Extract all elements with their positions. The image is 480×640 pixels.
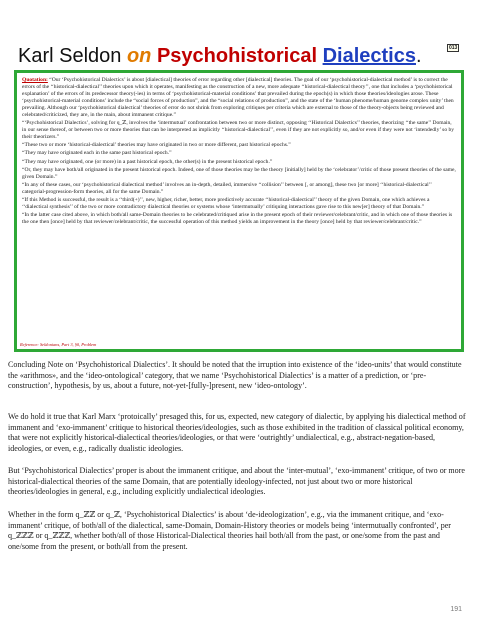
title-on: on: [126, 45, 152, 67]
title-dialectics: Dialectics: [322, 45, 416, 67]
body-paragraph-marx: We do hold it true that Karl Marx ‘protoically’ presaged this, for us, expected, new category of dialectic, by applying his dialectical method of immanent and ‘exo-immanent’ critique to historical theories/ideologies, such as those exhibited in the tradition of classical political economy, that were not explicitly historical-dialectical theories/ideologies, or that were ‘outrightly’ undialectical, e.g., abstract-negation-based, ideologies, or even, e.g., radically dualistic ideologies.: [8, 412, 466, 454]
body-paragraph-proper: But ‘Psychohistorical Dialectics’ proper is about the immanent critique, and about the ‘inter-mutual’, ‘exo-immanent’ critique, of two or more historical-dialectical theories of the same Domain, that are potentially ideology-infected, not just about two or more historical theories/ideologies in general, e.g., including explicitly undialectical ideologies.: [8, 466, 465, 497]
quotation-paragraph-8: “If this Method is successful, the result is a ‘‘third(+)’’, new, higher, richer, better, more predictively accurate ‘‘historical-dialectical’’ theory of the given Domain, one which achieves a ‘‘dialectical synthesis’’ of the two or more contradictory dialectical theories or systems whose ‘intermutually’ critiquing interactions gave rise to this new[er] theory of that Domain.”: [22, 196, 430, 210]
quotation-paragraph-4: “They may have originated each in the same past historical epoch.”: [22, 150, 172, 157]
page-number: 191: [450, 606, 462, 613]
quotation-text: [22, 77, 456, 345]
page-code-badge: 013: [449, 45, 458, 51]
title-period: .: [415, 45, 422, 67]
quotation-label: Quotation:: [22, 77, 48, 83]
quotation-paragraph-2: “‘Psychohistorical Dialectics’, solving for q_ℤ, involves the ‘intermutual’ confrontation between two or more distinct, opposing ‘‘Historical Dialectics’’ theories, theorizing ‘‘the same’’ Domain, in our sense thereof, or between two or more theories that can be interpreted as implicitly ‘‘historical-dialectical’’, even if they are not explicitly so, and/or even if they were not ‘intendedly’ so by their theorizers.”: [22, 120, 455, 141]
quotation-reference: Reference: Seldonians, Part 3, §0, Problem: [20, 342, 97, 347]
title-psychohistorical: Psychohistorical: [156, 45, 318, 67]
body-paragraph-concluding-note: Concluding Note on ‘Psychohistorical Dialectics’. It should be noted that the irruption into existence of the ‘ideo-units’ that would constitute the «arithmos», and the ‘ideo-ontological’ category, that we name ‘Psychohistorical Dialectics’ is a matter of a prediction, or ‘pre-construction’, hypothesis, by us, about a future, not-yet-[fully-]present, new ‘ideo-ontology’.: [8, 360, 462, 391]
page-title: [18, 44, 458, 68]
quotation-paragraph-5: “They may have originated, one (or more) in a past historical epoch, the other(s) in the present historical epoch.”: [22, 158, 273, 165]
quotation-paragraph-7: “In any of these cases, our ‘psychohistorical dialectical method’ involves an in-depth, detailed, immersive ‘‘collision’’ between [, or among], these two [or more] ‘‘historical-dialectical’’ categorial-progression-form theories, all for the same Domain.”: [22, 181, 432, 195]
quotation-paragraph-3: “These two or more ‘historical-dialectical’ theories may have originated in two or more different, past historical epochs.”: [22, 142, 291, 149]
quotation-paragraph-6: “Or, they may have both/all originated in the present historical epoch. Indeed, one of those theories may be the theory [initially] held by the ‘celebrator’/critic of those present theories of the same, given Domain.”: [22, 166, 456, 180]
quotation-paragraph-9: “In the latter case cited above, in which both/all same-Domain theories to be celebrated/critiqued arise in the present epoch of their reviewer/celebrant/critic, and in which one of those theories is the one then [once] held by that reviewer/celebrant/critic, the successful operation of this method yields an improvement in the theory [once] held by that reviewer/celebrant/critic.”: [22, 211, 453, 225]
title-name: Karl Seldon: [18, 45, 122, 67]
quotation-box: [14, 70, 464, 352]
quotation-paragraph-1: Quotation: “Our ‘Psychohistorical Dialectics’ is about [dialectical] theories of error regarding other [dialectical] theories. The goal of our ‘psychohistorical-dialectical method’ is to correct the errors of the ‘‘historical-dialectical’’ theories upon which it operates, manifesting as the construction of a new, more adequate ‘‘historical-dialectical theory’’, one that includes a ‘psychohistorical explanation’ of the errors of its predecessor theory(-ies) in terms of ‘psychohistorical-material conditions’ that prevailed during the epoch(s) in which those theories/ideologies arose. These ‘psychohistorical-material conditions’ include the “social forces of production”, and the “social relations of production”, and the state of the ‘human phenome/human genome complex unity’ then prevailing. Although our ‘psychohistorical dialectical’ theories of error do not shrink from exploring critiques per criteria which are external to those of the theory-objects being reviewed and celebrated/criticized, they are, in the main, about immanent critique.”: [22, 77, 454, 119]
body-paragraph-form: Whether in the form q_ℤℤ or q_ℤ, ‘Psychohistorical Dialectics’ is about ‘de-ideologization’, e.g., via the immanent critique, and ‘exo-immanent’ critique, of both/all of the dialectical, same-Domain, Domain-History theories or models being ‘intermutually confronted’, per q_ℤℤℤ or q_ℤℤℤ, whether both/all of those Historical-Dialectical theories hail both/all from the past, or one/some from the past and one/some from the present, or both/all from the present.: [8, 510, 451, 552]
